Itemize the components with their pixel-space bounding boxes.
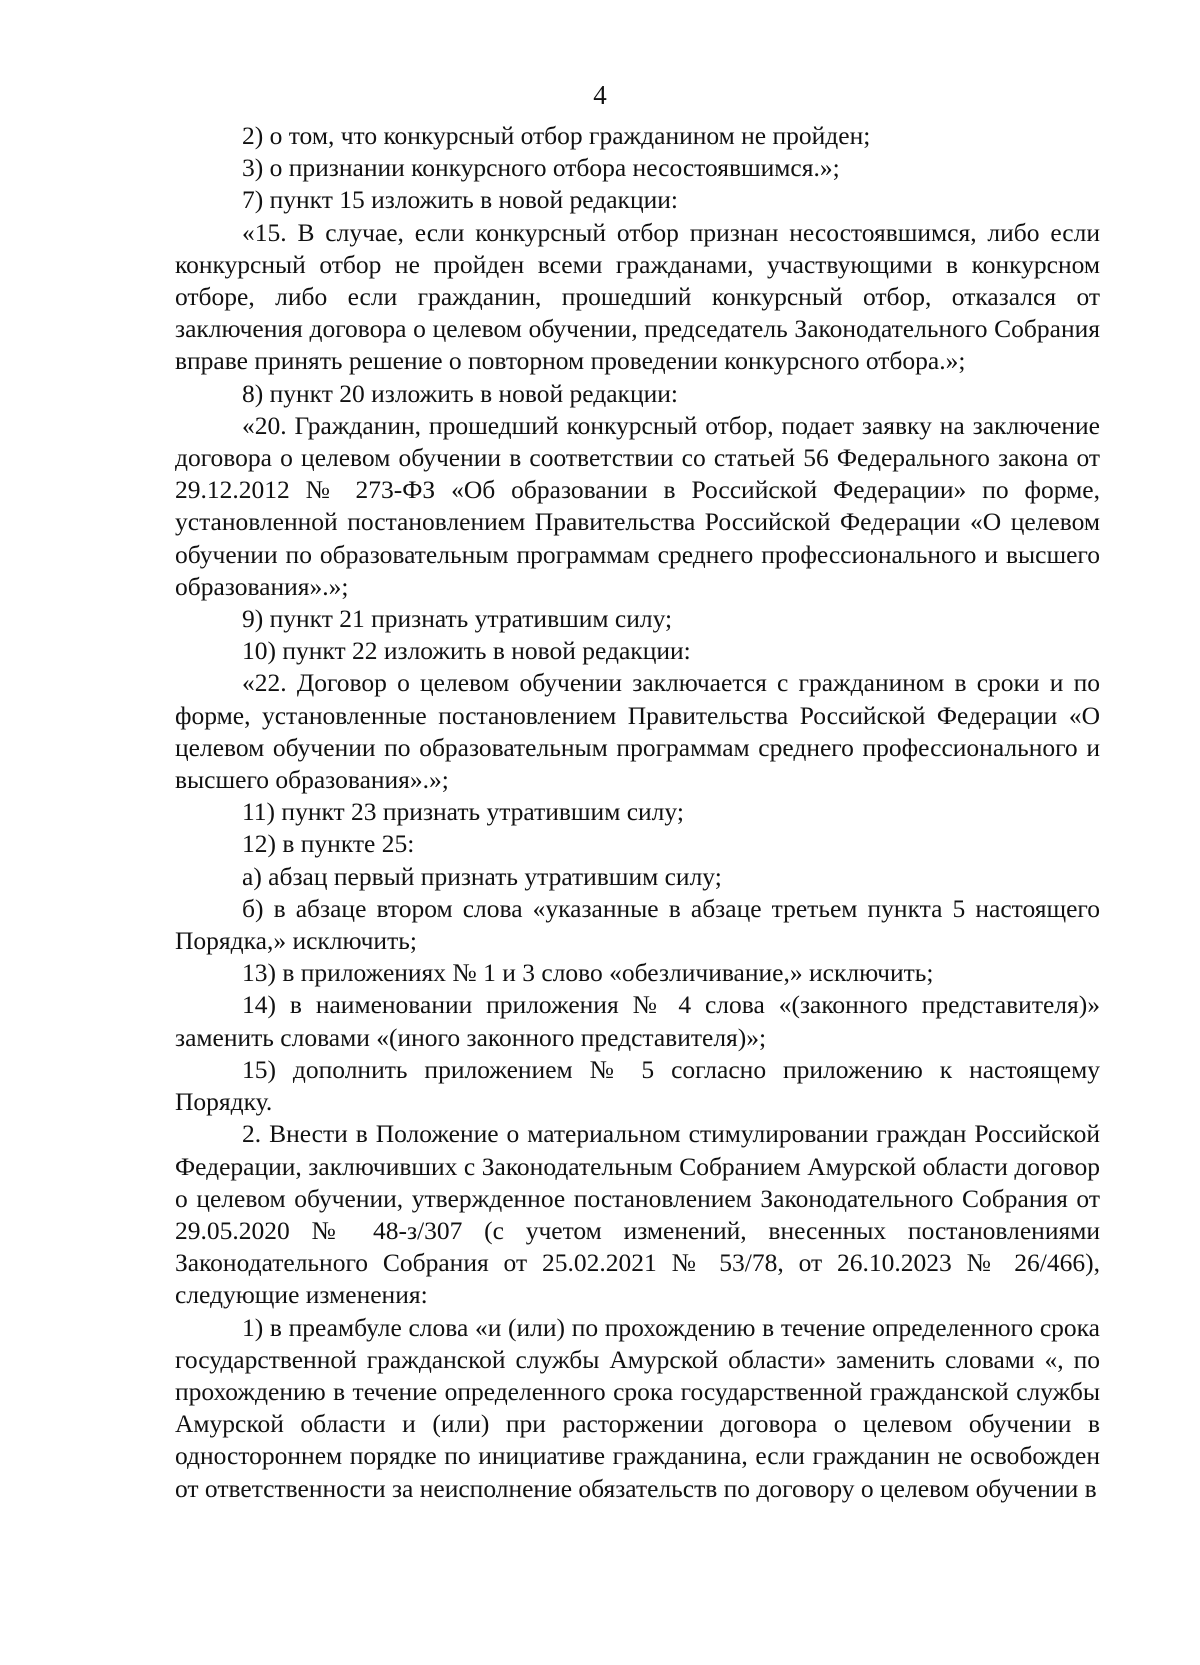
paragraph: «15. В случае, если конкурсный отбор признан несостоявшимся, либо если конкурсный отбор не пройден всеми гражданами, участвующими в конкурсном отборе, либо если гражданин, прошедший конкурсный отбор, отказался от заключения договора о целевом обучении, председатель Законодательного Собрания вправе принять решение о повторном проведении конкурсного отбора.»; xyxy=(175,217,1100,376)
paragraph: 15) дополнить приложением № 5 согласно приложению к настоящему Порядку. xyxy=(175,1054,1100,1117)
paragraph: 10) пункт 22 изложить в новой редакции: xyxy=(242,636,691,666)
document-body xyxy=(175,120,1100,1505)
paragraph: 8) пункт 20 изложить в новой редакции: xyxy=(242,378,678,408)
paragraph: 2) о том, что конкурсный отбор гражданином не пройден; xyxy=(242,121,871,150)
paragraph: 3) о признании конкурсного отбора несостоявшимся.»; xyxy=(242,153,840,183)
paragraph: 12) в пункте 25: xyxy=(242,829,415,859)
paragraph: 9) пункт 21 признать утратившим силу; xyxy=(242,604,673,634)
paragraph: 13) в приложениях № 1 и 3 слово «обезличивание,» исключить; xyxy=(242,958,934,988)
paragraph: 1) в преамбуле слова «и (или) по прохождению в течение определенного срока государственной гражданской службы Амурской области» заменить словами «, по прохождению в течение определенного срока государственной гражданской службы Амурской области и (или) при расторжении договора о целевом обучении в одностороннем порядке по инициативе гражданина, если гражданин не освобожден от ответственности за неисполнение обязательств по договору о целевом обучении в xyxy=(175,1312,1100,1503)
paragraph: а) абзац первый признать утратившим силу; xyxy=(242,861,722,891)
paragraph: 11) пункт 23 признать утратившим силу; xyxy=(242,797,684,827)
paragraph: «20. Гражданин, прошедший конкурсный отбор, подает заявку на заключение договора о целевом обучении в соответствии со статьей 56 Федерального закона от 29.12.2012 № 273-ФЗ «Об образовании в Российской Федерации» по форме, установленной постановлением Правительства Российской Федерации «О целевом обучении по образовательным программам среднего профессионального и высшего образования».»; xyxy=(175,410,1100,601)
paragraph: 2. Внести в Положение о материальном стимулировании граждан Российской Федерации, заключивших с Законодательным Собранием Амурской области договор о целевом обучении, утвержденное постановлением Законодательного Собрания от 29.05.2020 № 48-з/307 (с учетом изменений, внесенных постановлениями Законодательного Собрания от 25.02.2021 № 53/78, от 26.10.2023 № 26/466), следующие изменения: xyxy=(175,1119,1100,1310)
paragraph: «22. Договор о целевом обучении заключается с гражданином в сроки и по форме, установленные постановлением Правительства Российской Федерации «О целевом обучении по образовательным программам среднего профессионального и высшего образования».»; xyxy=(175,668,1100,795)
paragraph: б) в абзаце втором слова «указанные в абзаце третьем пункта 5 настоящего Порядка,» исключить; xyxy=(175,893,1100,956)
paragraph: 7) пункт 15 изложить в новой редакции: xyxy=(242,185,678,215)
paragraph: 14) в наименовании приложения № 4 слова «(законного представителя)» заменить словами «(иного законного представителя)»; xyxy=(175,990,1100,1052)
page-number: 4 xyxy=(593,80,607,110)
